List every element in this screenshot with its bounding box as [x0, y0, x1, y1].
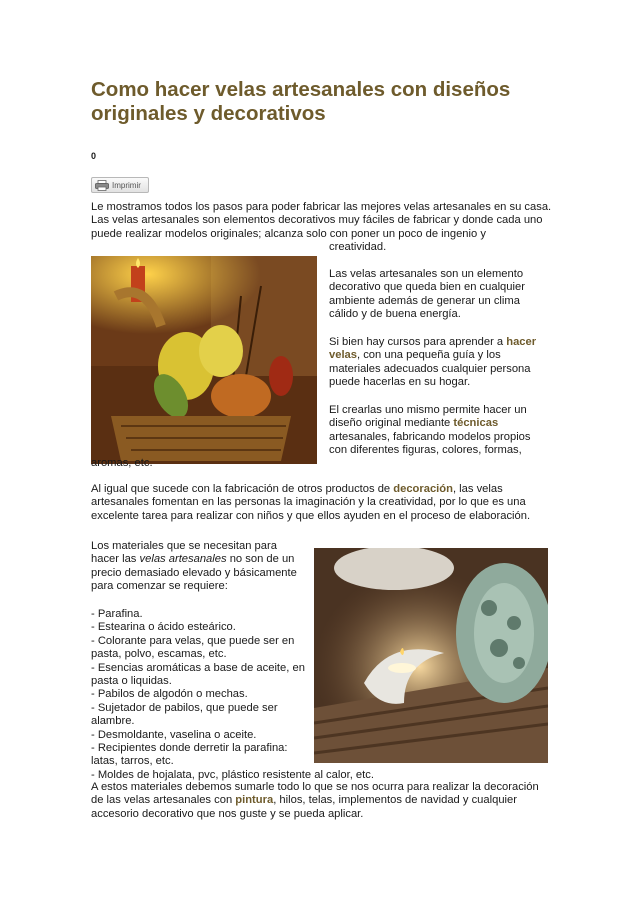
hacer-velas-link[interactable]: hacer velas — [329, 336, 537, 362]
paragraph-4-tail: aromas, etc. — [91, 457, 153, 469]
print-button-label: Imprimir — [112, 180, 141, 190]
intro-text: Le mostramos todos los pasos para poder fabricar las mejores velas artesanales en su casa. Las velas artesanales son elementos decorativos muy fáciles de fabricar y donde cada uno puede realizar modelos originales; alcanza solo con poner un poco de ingenio y — [91, 201, 552, 240]
list-item: - Sujetador de pabilos, que puede ser alambre. — [91, 701, 278, 728]
list-item: - Moldes de hojalata, pvc, plástico resistente al calor, etc. — [91, 768, 374, 781]
paragraph-5 — [91, 483, 553, 523]
paragraph-7-text-a: A estos materiales debemos sumarle todo lo que se nos ocurra para realizar la decoración de las velas artesanales con — [91, 781, 539, 807]
decoracion-link[interactable]: decoración — [393, 483, 453, 495]
list-item: - Pabilos de algodón o mechas. — [91, 688, 248, 701]
paragraph-7-text-b: , hilos, telas, implementos de navidad y cualquier accesorio decorativo que nos guste y se pueda aplicar. — [91, 794, 517, 820]
paragraph-7 — [91, 781, 553, 821]
list-item: - Estearina o ácido esteárico. — [91, 621, 236, 634]
paragraph-4-text-b: artesanales, fabricando modelos propios con diferentes figuras, colores, formas, — [329, 430, 531, 457]
paragraph-6-text-b: no son de un precio demasiado elevado y básicamente para comenzar se requiere: — [91, 553, 297, 593]
paragraph-3-text-b: , con una pequeña guía y los materiales adecuados cualquier persona puede hacerlas en su hogar. — [329, 349, 531, 389]
paragraph-3-text-a: Si bien hay cursos para aprender a — [329, 336, 507, 348]
comment-count: 0 — [91, 151, 97, 161]
article-title: Como hacer velas artesanales con diseños originales y decorativos — [91, 78, 511, 125]
materials-list — [91, 608, 374, 782]
list-item: - Recipientes donde derretir la parafina: latas, tarros, etc. — [91, 742, 288, 768]
list-item: - Desmoldante, vaselina o aceite. — [91, 728, 257, 741]
tecnicas-link[interactable]: técnicas — [453, 417, 499, 430]
intro-tail: creatividad. — [329, 241, 387, 253]
list-item: - Colorante para velas, que puede ser en pasta, polvo, escamas, etc. — [91, 634, 295, 661]
list-item: - Esencias aromáticas a base de aceite, en pasta o liquidas. — [91, 661, 305, 688]
print-button[interactable] — [91, 177, 149, 193]
paragraph-2: Las velas artesanales son un elemento decorativo que queda bien en cualquier ambiente además de generar un clima cálido y de buena energía. — [329, 268, 525, 321]
still-life-candle-painting — [91, 256, 317, 464]
list-item: - Parafina. — [91, 608, 143, 620]
printer-icon — [95, 180, 109, 191]
paragraph-5-text-a: Al igual que sucede con la fabricación de otros productos de — [91, 483, 394, 495]
velas-artesanales-emphasis: velas artesanales — [139, 553, 227, 566]
paragraph-6-text-a: Los materiales que se necesitan para hacer las — [91, 540, 277, 566]
ceramic-candle-holders-photo — [314, 548, 548, 763]
paragraph-3 — [329, 336, 549, 390]
paragraph-4-text-a: El crearlas uno mismo permite hacer un diseño original mediante — [329, 404, 527, 430]
pintura-link[interactable]: pintura — [235, 794, 274, 807]
paragraph-4 — [329, 404, 539, 458]
paragraph-6 — [91, 540, 297, 594]
paragraph-5-text-b: , las velas artesanales fomentan en las personas la imaginación y la creatividad, por lo que es una excelente tarea para realizar con niños y que ellos ayuden en el proceso de elaboración. — [91, 483, 531, 522]
intro-paragraph — [91, 201, 557, 241]
